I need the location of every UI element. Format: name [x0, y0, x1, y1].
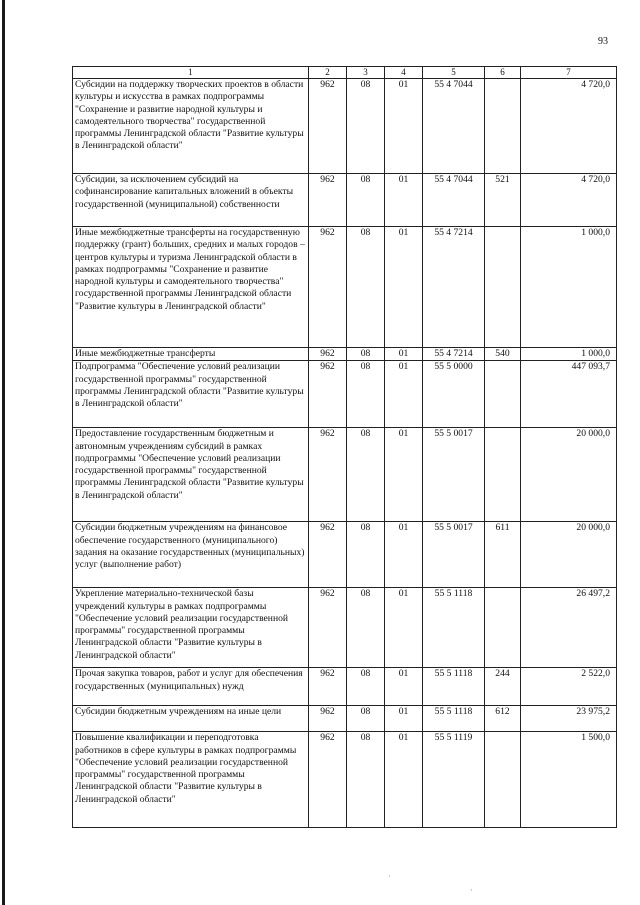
row-section: 08	[347, 361, 385, 428]
row-target: 55 4 7214	[423, 348, 485, 361]
row-name: Прочая закупка товаров, работ и услуг для обеспечения государственных (муниципальных) нужд	[73, 668, 309, 706]
row-expense-type	[485, 79, 521, 174]
row-amount: 20 000,0	[521, 522, 617, 588]
row-target: 55 4 7214	[423, 227, 485, 348]
table-row	[73, 428, 617, 522]
table-row	[73, 732, 617, 828]
row-target: 55 5 1118	[423, 706, 485, 732]
row-name: Предоставление государственным бюджетным и автономным учреждениям субсидий в рамках подпрограммы "Обеспечение условий реализации государственной программы" государственной программы Ленинградской области "Развитие культуры в Ленинградской области"	[73, 428, 309, 522]
row-ministry: 962	[309, 428, 347, 522]
row-section: 08	[347, 732, 385, 828]
row-expense-type	[485, 428, 521, 522]
row-target: 55 5 0017	[423, 428, 485, 522]
row-section: 08	[347, 348, 385, 361]
row-amount: 4 720,0	[521, 174, 617, 227]
row-subsection: 01	[385, 706, 423, 732]
row-expense-type	[485, 361, 521, 428]
column-header: 2	[309, 67, 347, 79]
row-subsection: 01	[385, 79, 423, 174]
row-section: 08	[347, 428, 385, 522]
row-target: 55 5 1119	[423, 732, 485, 828]
column-header: 1	[73, 67, 309, 79]
row-target: 55 4 7044	[423, 79, 485, 174]
table-row	[73, 79, 617, 174]
row-ministry: 962	[309, 706, 347, 732]
column-header: 5	[423, 67, 485, 79]
row-name: Субсидии на поддержку творческих проектов в области культуры и искусства в рамках подпрограммы "Сохранение и развитие народной культуры и самодеятельного творчества" государственной программы Ленинградской области "Развитие культуры в Ленинградской области"	[73, 79, 309, 174]
column-header: 7	[521, 67, 617, 79]
row-amount: 1 000,0	[521, 348, 617, 361]
row-subsection: 01	[385, 588, 423, 668]
row-name: Иные межбюджетные трансферты на государственную поддержку (грант) больших, средних и малых городов – центров культуры и туризма Ленинградской области в рамках подпрограммы "Сохранение и развитие народной культуры и самодеятельного творчества" государственной программы Ленинградской области "Развитие культуры в Ленинградской области"	[73, 227, 309, 348]
row-ministry: 962	[309, 732, 347, 828]
row-name: Повышение квалификации и переподготовка работников в сфере культуры в рамках подпрограммы "Обеспечение условий реализации государственной программы" государственной программы Ленинградской области "Развитие культуры в Ленинградской области"	[73, 732, 309, 828]
row-subsection: 01	[385, 428, 423, 522]
row-expense-type: 611	[485, 522, 521, 588]
row-section: 08	[347, 79, 385, 174]
row-subsection: 01	[385, 732, 423, 828]
row-subsection: 01	[385, 522, 423, 588]
row-target: 55 5 0000	[423, 361, 485, 428]
row-name: Укрепление материально-технической базы учреждений культуры в рамках подпрограммы "Обеспечение условий реализации государственной программы" государственной программы Ленинградской области "Развитие культуры в Ленинградской области"	[73, 588, 309, 668]
row-ministry: 962	[309, 361, 347, 428]
row-ministry: 962	[309, 174, 347, 227]
row-ministry: 962	[309, 227, 347, 348]
table-row	[73, 706, 617, 732]
row-section: 08	[347, 588, 385, 668]
row-expense-type: 540	[485, 348, 521, 361]
row-name: Субсидии бюджетным учреждениям на иные цели	[73, 706, 309, 732]
row-amount: 23 975,2	[521, 706, 617, 732]
row-name: Субсидии, за исключением субсидий на софинансирование капитальных вложений в объекты государственной (муниципальной) собственности	[73, 174, 309, 227]
row-expense-type: 244	[485, 668, 521, 706]
table-row	[73, 348, 617, 361]
scan-speck: ·	[470, 886, 473, 895]
row-amount: 447 093,7	[521, 361, 617, 428]
row-name: Субсидии бюджетным учреждениям на финансовое обеспечение государственного (муниципального) задания на оказание государственных (муниципальных) услуг (выполнение работ)	[73, 522, 309, 588]
row-expense-type	[485, 732, 521, 828]
scan-edge-shadow	[2, 0, 5, 905]
row-subsection: 01	[385, 348, 423, 361]
row-ministry: 962	[309, 79, 347, 174]
table-row	[73, 668, 617, 706]
row-expense-type: 612	[485, 706, 521, 732]
row-expense-type: 521	[485, 174, 521, 227]
table-row	[73, 522, 617, 588]
row-target: 55 5 1118	[423, 668, 485, 706]
row-name: Подпрограмма "Обеспечение условий реализации государственной программы" государственной программы Ленинградской области "Развитие культуры в Ленинградской области"	[73, 361, 309, 428]
row-ministry: 962	[309, 588, 347, 668]
budget-table	[72, 66, 617, 828]
row-amount: 26 497,2	[521, 588, 617, 668]
row-target: 55 5 1118	[423, 588, 485, 668]
row-subsection: 01	[385, 361, 423, 428]
row-amount: 1 500,0	[521, 732, 617, 828]
row-ministry: 962	[309, 522, 347, 588]
table-row	[73, 174, 617, 227]
table-row	[73, 361, 617, 428]
row-amount: 1 000,0	[521, 227, 617, 348]
row-target: 55 4 7044	[423, 174, 485, 227]
row-section: 08	[347, 227, 385, 348]
column-number-row	[73, 67, 617, 79]
row-section: 08	[347, 522, 385, 588]
row-section: 08	[347, 668, 385, 706]
row-amount: 20 000,0	[521, 428, 617, 522]
row-subsection: 01	[385, 174, 423, 227]
table-row	[73, 227, 617, 348]
row-subsection: 01	[385, 227, 423, 348]
row-section: 08	[347, 174, 385, 227]
page-number: 93	[598, 36, 608, 47]
row-expense-type	[485, 588, 521, 668]
table-row	[73, 588, 617, 668]
column-header: 4	[385, 67, 423, 79]
row-section: 08	[347, 706, 385, 732]
scan-speck: ·	[388, 872, 391, 881]
row-ministry: 962	[309, 668, 347, 706]
row-expense-type	[485, 227, 521, 348]
row-name: Иные межбюджетные трансферты	[73, 348, 309, 361]
row-amount: 4 720,0	[521, 79, 617, 174]
row-amount: 2 522,0	[521, 668, 617, 706]
row-ministry: 962	[309, 348, 347, 361]
row-target: 55 5 0017	[423, 522, 485, 588]
column-header: 6	[485, 67, 521, 79]
row-subsection: 01	[385, 668, 423, 706]
column-header: 3	[347, 67, 385, 79]
